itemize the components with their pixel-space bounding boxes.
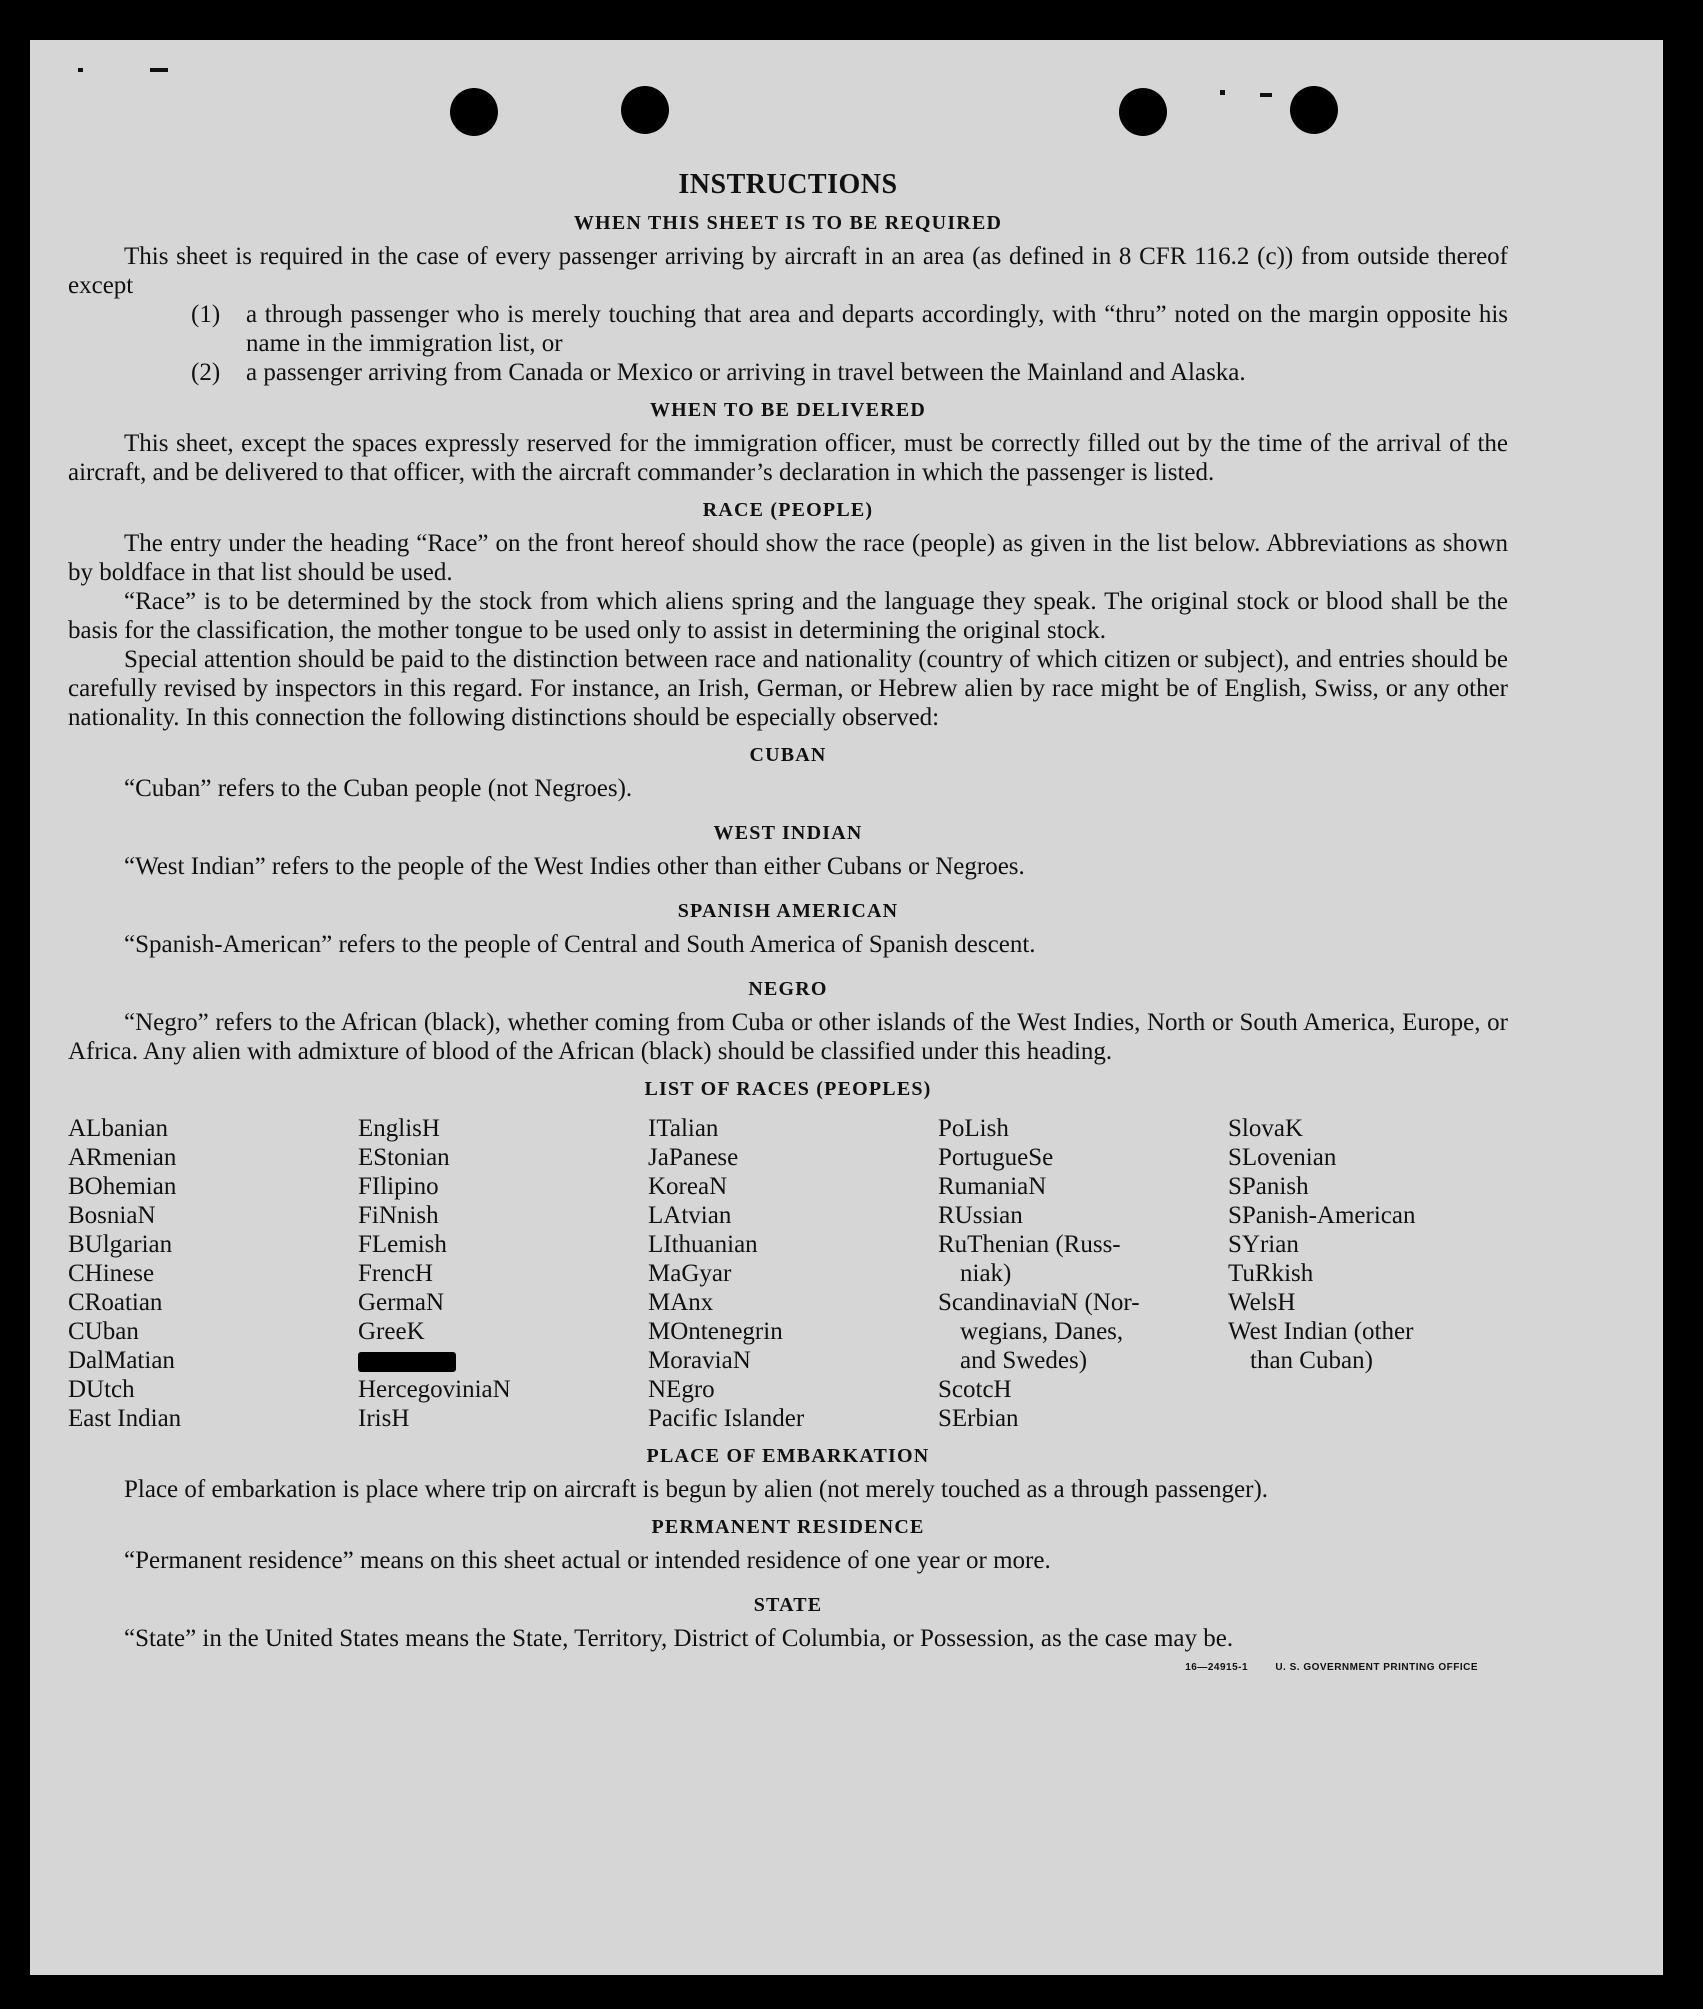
section-heading-required: WHEN THIS SHEET IS TO BE REQUIRED	[573, 212, 1003, 234]
race-entry: MoraviaN	[648, 1347, 751, 1374]
item-text: a passenger arriving from Canada or Mexico or arriving in travel between the Mainland and Alaska.	[246, 359, 1246, 386]
section-heading-residence: PERMANENT RESIDENCE	[651, 1516, 925, 1538]
list-item	[191, 300, 1508, 358]
race-entry: WelsH	[1228, 1289, 1296, 1316]
race-entry: SYrian	[1228, 1231, 1299, 1258]
race-entry: ARmenian	[68, 1144, 177, 1171]
scan-speck	[78, 68, 83, 72]
race-entry: LAtvian	[648, 1202, 732, 1229]
race-entry: PoLish	[938, 1115, 1009, 1142]
race-column	[358, 1114, 648, 1433]
race-entry: SLovenian	[1228, 1144, 1337, 1171]
race-entry: FrencH	[358, 1260, 433, 1287]
race-entry: SlovaK	[1228, 1115, 1303, 1142]
race-entry: JaPanese	[648, 1144, 739, 1171]
race-entry: RuThenian (Russ-	[938, 1231, 1121, 1258]
item-number: (1)	[191, 301, 221, 328]
race-entry: ScotcH	[938, 1376, 1012, 1403]
race-entry: DUtch	[68, 1376, 135, 1403]
race-entry: NEgro	[648, 1376, 715, 1403]
race-entry: SPanish	[1228, 1173, 1309, 1200]
scan-speck	[150, 68, 168, 72]
section-heading-state: STATE	[753, 1594, 823, 1616]
section-heading-spanish-american: SPANISH AMERICAN	[677, 900, 899, 922]
race-entry: EnglisH	[358, 1115, 440, 1142]
section-heading-embarkation: PLACE OF EMBARKATION	[646, 1445, 930, 1467]
section-heading-list: LIST OF RACES (PEOPLES)	[644, 1078, 932, 1100]
race-entry: GreeK	[358, 1318, 425, 1345]
required-intro: This sheet is required in the case of every passenger arriving by aircraft in an area (as defined in 8 CFR 116.2 (c)) from outside thereof except	[68, 243, 1508, 299]
race-entry: TuRkish	[1228, 1260, 1314, 1287]
race-entry: West Indian (other	[1228, 1318, 1414, 1345]
race-paragraph: Special attention should be paid to the distinction between race and nationality (country of which citizen or subject), and entries should be carefully revised by inspectors in this regard. For instance, an Irish, German, or Hebrew alien by race might be of English, Swiss, or any other nationality. In this connection the following distinctions should be especially observed:	[68, 646, 1508, 731]
race-column	[648, 1114, 938, 1433]
redaction-mark	[358, 1352, 456, 1372]
race-entry: ALbanian	[68, 1115, 168, 1142]
section-heading-west-indian: WEST INDIAN	[713, 822, 863, 844]
race-entry: CHinese	[68, 1260, 155, 1287]
races-list	[68, 1114, 1508, 1433]
item-text: a through passenger who is merely touching that area and departs accordingly, with “thru” noted on the margin opposite his name in the immigration list, or	[246, 301, 1508, 357]
race-entry: GermaN	[358, 1289, 445, 1316]
race-entry: MaGyar	[648, 1260, 732, 1287]
race-entry: BOhemian	[68, 1173, 177, 1200]
scan-speck	[1260, 93, 1272, 97]
race-entry: niak)	[960, 1260, 1012, 1287]
list-item	[191, 358, 1508, 387]
race-entry: CUban	[68, 1318, 139, 1345]
punch-hole	[1290, 86, 1338, 134]
residence-text: “Permanent residence” means on this sheet actual or intended residence of one year or more.	[124, 1547, 1051, 1574]
printer-imprint	[1185, 1653, 1478, 1682]
race-entry: EStonian	[358, 1144, 450, 1171]
race-paragraph: The entry under the heading “Race” on the front hereof should show the race (people) as given in the list below. Abbreviations as shown by boldface in that list should be used.	[68, 530, 1508, 586]
section-heading-race: RACE (PEOPLE)	[702, 499, 874, 521]
race-column	[938, 1114, 1228, 1433]
race-entry: FiNnish	[358, 1202, 439, 1229]
race-entry: MOntenegrin	[648, 1318, 783, 1345]
punch-hole	[1119, 88, 1167, 136]
punch-hole	[621, 86, 669, 134]
west-indian-text: “West Indian” refers to the people of the West Indies other than either Cubans or Negroes.	[124, 853, 1025, 880]
race-paragraph: “Race” is to be determined by the stock from which aliens spring and the language they speak. The original stock or blood shall be the basis for the classification, the mother tongue to be used only to assist in determining the original stock.	[68, 588, 1508, 644]
redacted-entry	[358, 1346, 648, 1375]
race-entry: SPanish-American	[1228, 1202, 1416, 1229]
race-entry: BosniaN	[68, 1202, 156, 1229]
race-entry: DalMatian	[68, 1347, 175, 1374]
state-text: “State” in the United States means the State, Territory, District of Columbia, or Possession, as the case may be.	[124, 1625, 1234, 1652]
instructions-body	[68, 170, 1508, 1682]
race-entry: SErbian	[938, 1405, 1019, 1432]
race-entry: ScandinaviaN (Nor-	[938, 1289, 1140, 1316]
race-entry: CRoatian	[68, 1289, 163, 1316]
race-entry: RumaniaN	[938, 1173, 1047, 1200]
printer-name: U. S. GOVERNMENT PRINTING OFFICE	[1275, 1662, 1478, 1673]
punch-hole	[450, 88, 498, 136]
race-entry: PortugueSe	[938, 1144, 1054, 1171]
race-entry: MAnx	[648, 1289, 714, 1316]
race-entry: KoreaN	[648, 1173, 728, 1200]
section-heading-delivered: WHEN TO BE DELIVERED	[649, 399, 927, 421]
scan-speck	[1220, 90, 1225, 95]
race-entry: RUssian	[938, 1202, 1023, 1229]
race-entry: and Swedes)	[960, 1347, 1088, 1374]
section-heading-cuban: CUBAN	[749, 744, 827, 766]
cuban-text: “Cuban” refers to the Cuban people (not Negroes).	[124, 775, 633, 802]
race-column	[1228, 1114, 1518, 1433]
race-entry: FLemish	[358, 1231, 447, 1258]
page-title: INSTRUCTIONS	[678, 169, 898, 200]
race-entry: FIlipino	[358, 1173, 439, 1200]
race-entry: BUlgarian	[68, 1231, 173, 1258]
footer	[68, 1653, 1508, 1682]
race-entry: Pacific Islander	[648, 1405, 805, 1432]
embarkation-text: Place of embarkation is place where trip on aircraft is begun by alien (not merely touched as a through passenger).	[124, 1476, 1269, 1503]
race-entry: wegians, Danes,	[960, 1318, 1124, 1345]
delivered-text: This sheet, except the spaces expressly reserved for the immigration officer, must be correctly filled out by the time of the arrival of the aircraft, and be delivered to that officer, with the aircraft commander’s declaration in which the passenger is listed.	[68, 430, 1508, 486]
document-page	[30, 40, 1663, 1975]
item-number: (2)	[191, 359, 221, 386]
form-number: 16—24915-1	[1185, 1662, 1249, 1673]
race-entry: ITalian	[648, 1115, 719, 1142]
race-entry: than Cuban)	[1250, 1347, 1373, 1374]
race-entry: LIthuanian	[648, 1231, 758, 1258]
race-column	[68, 1114, 358, 1433]
race-entry: IrisH	[358, 1405, 410, 1432]
race-entry: East Indian	[68, 1405, 182, 1432]
spanish-american-text: “Spanish-American” refers to the people of Central and South America of Spanish descent.	[124, 931, 1036, 958]
section-heading-negro: NEGRO	[748, 978, 828, 1000]
race-entry: HercegoviniaN	[358, 1376, 511, 1403]
negro-text: “Negro” refers to the African (black), whether coming from Cuba or other islands of the West Indies, North or South America, Europe, or Africa. Any alien with admixture of blood of the African (black) should be classified under this heading.	[68, 1009, 1508, 1065]
